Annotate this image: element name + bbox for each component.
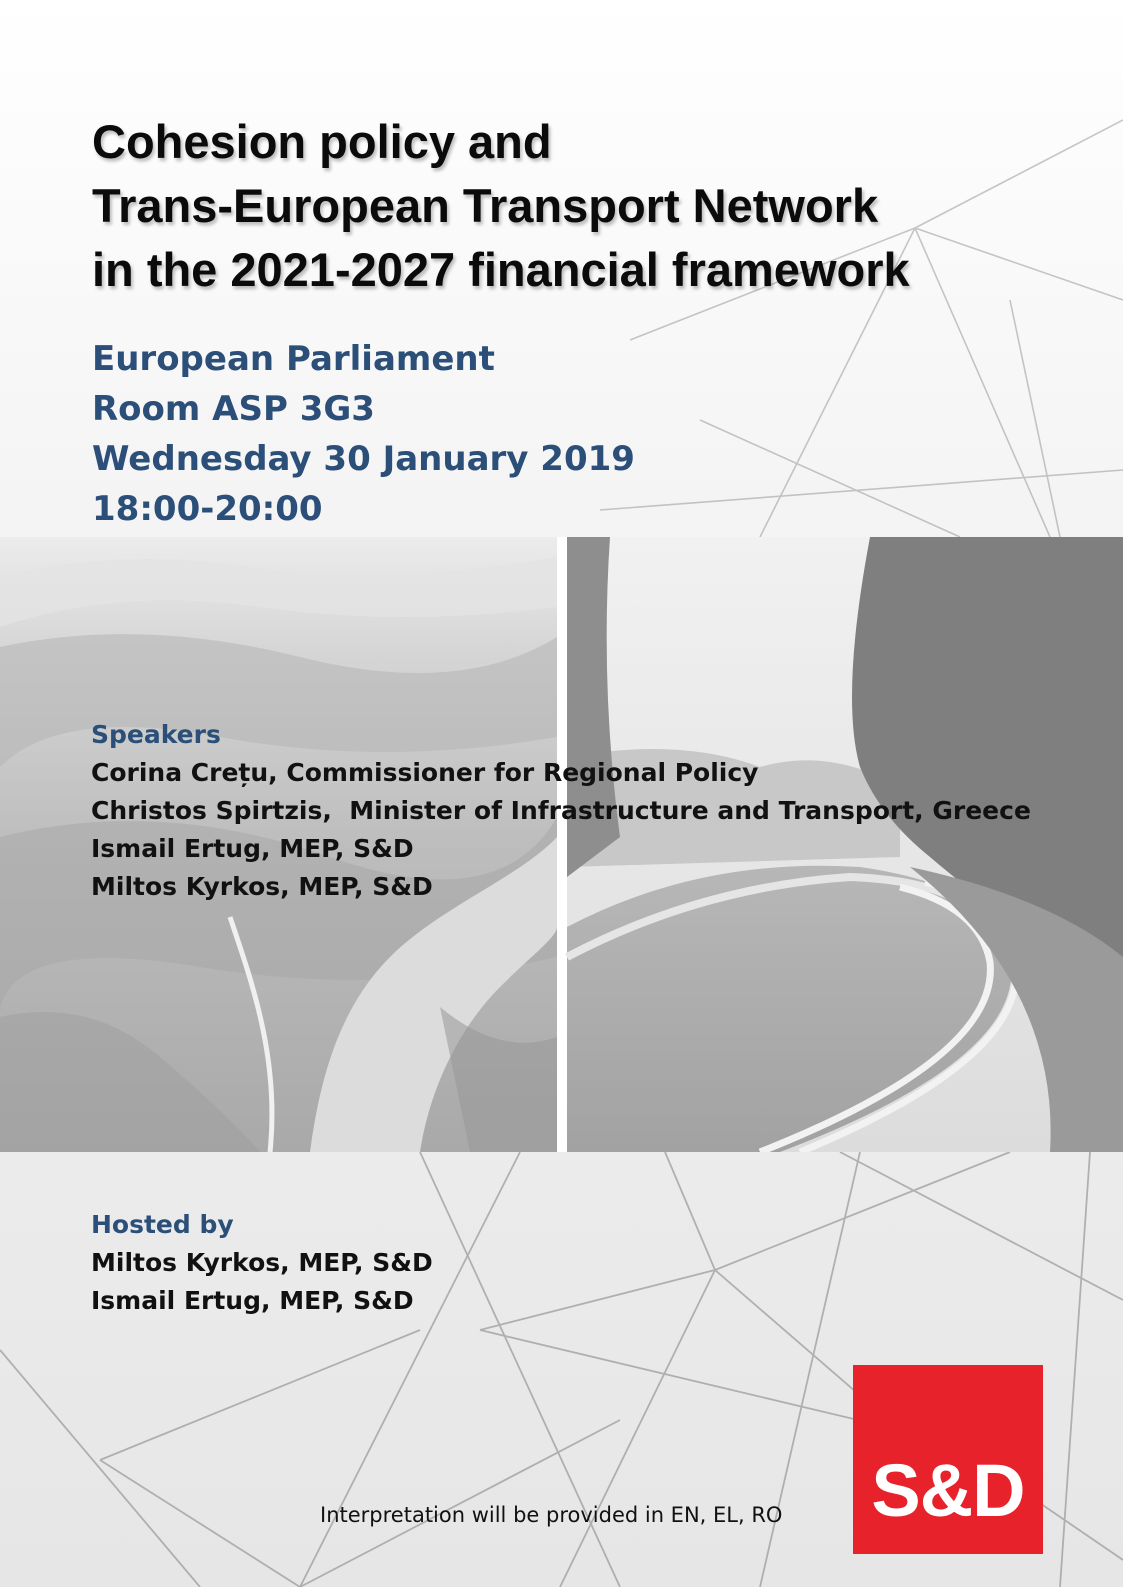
speaker-item: Ismail Ertug, MEP, S&D xyxy=(91,834,414,863)
event-date: Wednesday 30 January 2019 xyxy=(92,439,635,479)
event-details xyxy=(92,334,635,534)
hosts-heading: Hosted by xyxy=(91,1210,234,1239)
event-room: Room ASP 3G3 xyxy=(92,389,375,429)
sd-logo xyxy=(853,1365,1043,1554)
speaker-item: Christos Spirtzis, Minister of Infrastructure and Transport, Greece xyxy=(91,796,1031,825)
title-line: Cohesion policy and xyxy=(92,115,552,168)
event-title xyxy=(92,110,1092,302)
speakers-section xyxy=(91,716,1031,906)
speaker-item: Miltos Kyrkos, MEP, S&D xyxy=(91,872,433,901)
event-venue: European Parliament xyxy=(92,339,495,379)
title-line: in the 2021-2027 financial framework xyxy=(92,243,910,296)
interpretation-note: Interpretation will be provided in EN, EL, RO xyxy=(320,1503,783,1527)
speakers-heading: Speakers xyxy=(91,720,221,749)
sd-logo-text: S&D xyxy=(871,1449,1025,1532)
event-time: 18:00-20:00 xyxy=(92,489,323,529)
hosts-section xyxy=(91,1206,433,1320)
host-item: Miltos Kyrkos, MEP, S&D xyxy=(91,1248,433,1277)
host-item: Ismail Ertug, MEP, S&D xyxy=(91,1286,414,1315)
title-line: Trans-European Transport Network xyxy=(92,179,879,232)
speaker-item: Corina Crețu, Commissioner for Regional Policy xyxy=(91,758,759,787)
